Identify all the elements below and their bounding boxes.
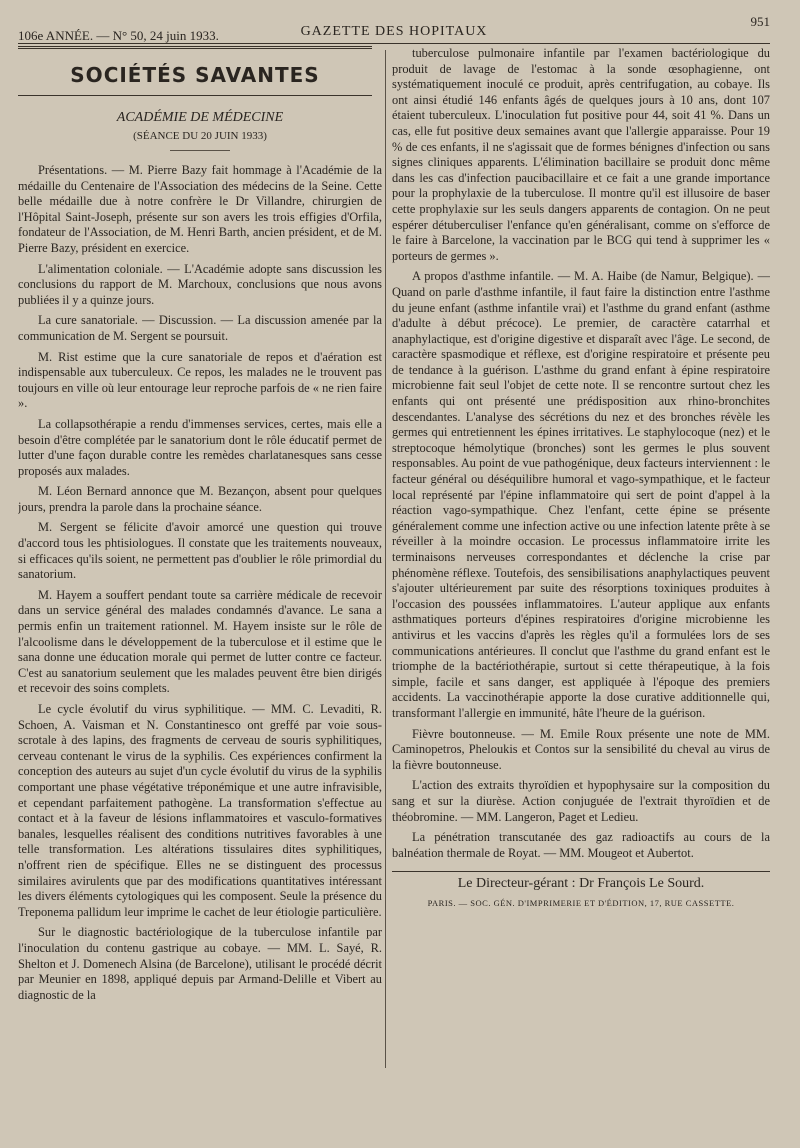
paragraph-tuberculose-cont: tuberculose pulmonaire infantile par l'examen bactériologique du produit de lavage de l'estomac à la sonde œsophagienne, ont systématiquement inoculé ce produit, après centrifugation, au cobaye. Ils ont ainsi étudié 146 enfants âgés de quelques jours à 10 ans, dont 107 étaient tuberculeux. L'inoculation fut positive pour 44, soit 41 %. Dans un cas, elle fut positive deux semaines avant que l'allergie apparaisse. Pour 19 % de ces enfants, il ne s'agissait que de formes bénignes d'infection ou sans signes cliniques apparents. L'élimination bacillaire se produit donc même dans les cas d'infection paucibacillaire et ce fait a une grande importance pour la prophylaxie de la tuberculose. Il montre qu'il est illusoire de baser cette prophylaxie sur les seuls dangers apparents de contagion. On ne peut espérer détuberculiser l'enfance qu'en généralisant, comme on s'efforce de le faire à Barcelone, la vaccination par le BCG qui tend à supprimer les « porteurs de germes ». (392, 46, 770, 263)
page-number: 951 (750, 14, 770, 29)
paragraph-rist: M. Rist estime que la cure sanatoriale de repos et d'aération est indispensable aux tuberculeux. Ce repos, les malades ne le trouvent pas toujours en ville où leur entourage leur reproche parfois de « ne rien faire ». (18, 349, 382, 411)
footer-rule (392, 871, 770, 872)
issue-line: 106e ANNÉE. — N° 50, 24 juin 1933. (18, 28, 219, 43)
paragraph-sergent: M. Sergent se félicite d'avoir amorcé une question qui trouve d'accord tous les phtisiologues. Il constate que les traitements nouveaux, si efficaces qu'ils soient, ne permettent pas d'oublier le rôle primordial du sanatorium. (18, 520, 382, 582)
column-divider (385, 50, 386, 1068)
paragraph-collapso: La collapsothérapie a rendu d'immenses services, certes, mais elle a besoin d'être complétée par le sanatorium dont le rôle éducatif permet de lutter d'une façon durable contre les remèdes charlatanesques sans cesse proposés aux malades. (18, 416, 382, 478)
academy-heading: ACADÉMIE DE MÉDECINE (116, 110, 284, 125)
rule (170, 150, 230, 151)
seance-date: (SÉANCE DU 20 JUIN 1933) (133, 130, 267, 142)
paragraph-tuberculose: Sur le diagnostic bactériologique de la tuberculose infantile par l'inoculation du contenu gastrique au cobaye. — MM. L. Sayé, R. Shelton et J. Domenech Alsina (de Barcelone), utilisant le procédé décrit par Meunier en 1898, appliqué depuis par Armand-Delille et Vibert au diagnostic de la (18, 925, 382, 1002)
section-title: SOCIÉTÉS SAVANTES (18, 46, 372, 96)
paragraph-fievre: Fièvre boutonneuse. — M. Emile Roux présente une note de MM. Caminopetros, Pheloukis et Contos sur la sensibilité du cheval au virus de la fièvre boutonneuse. (392, 726, 770, 772)
paragraph-presentations: Présentations. — M. Pierre Bazy fait hommage à l'Académie de la médaille du Centenaire de l'Association des médecins de la Seine. Cette belle médaille due à notre confrère le Dr Villandre, chirurgien de l'Hôpital Saint-Joseph, présente sur son avers les trois effigies d'Orfila, fondateur de l'Association, de M. Henri Barth, ancien président, et de M. Pierre Bazy, président en exercice. (18, 163, 382, 255)
directeur-gerant: Le Directeur-gérant : Dr François Le Sourd. (457, 876, 705, 892)
columns (18, 46, 770, 1148)
left-column (18, 46, 382, 1148)
imprimerie-line: PARIS. — SOC. GÉN. D'IMPRIMERIE ET D'ÉDITION, 17, RUE CASSETTE. (427, 898, 735, 909)
paragraph-bernard: M. Léon Bernard annonce que M. Bezançon, absent pour quelques jours, prendra la parole dans la prochaine séance. (18, 484, 382, 514)
paragraph-cure: La cure sanatoriale. — Discussion. — La discussion amenée par la communication de M. Sergent se poursuit. (18, 313, 382, 343)
paragraph-asthme: A propos d'asthme infantile. — M. A. Haibe (de Namur, Belgique). — Quand on parle d'asthme infantile, il faut faire la distinction entre l'asthme du jeune enfant (asthme infantile vrai) et l'asthme du grand enfant (asthme d'adulte à début précoce). Le premier, de caractère catarrhal et anaphylactique, est d'origine digestive et disparaît avec l'âge. Le second, de caractère spasmodique et réflexe, est d'origine respiratoire et présente peu de tendance à la guérison. L'asthme du grand enfant à épine respiratoire microbienne fait seul l'objet de cette note. Il se rencontre surtout chez les enfants qui ont présenté une prédisposition aux rhino-bronchites descendantes. L'analyse des sécrétions du nez et des bronches révèle les germes qui entretiennent les épines irritatives. Le staphylocoque (nez) et le streptocoque hémolytique (bronches) sont les germes le plus souvent responsables. Au point de vue pathogénique, deux facteurs interviennent : le facteur général ou déséquilibre humoral et vago-sympathique, et le facteur local représenté par l'épine inflammatoire qui sert de point d'appel à la réaction vago-sympathique. Chez l'enfant, cette épine se présente généralement comme une infection active ou une infection latente prête à se réveiller à la moindre occasion. Le processus inflammatoire irrite les terminaisons nerveuses correspondantes et déclenche la crise par phénomène réflexe. Toutefois, des sensibilisations anaphylactiques peuvent s'ajouter ultérieurement par suite des résorptions toxiniques produites à l'occasion des poussées inflammatoires. L'auteur applique aux enfants asthmatiques porteurs d'épines respiratoires d'origine microbienne les antivirus et les vaccins d'après les règles qu'il a formulées lors de ses communications antérieures. Il conclut que l'asthme du grand enfant est le triomphe de la bactériothérapie, surtout si cette thérapeutique, à la fois simple, facile et sans danger, est appliquée à l'époque des premiers accidents. La vaccinothérapie apporte la dose curative additionnelle qui, transformant l'allergie en immunité, hâte l'heure de la guérison. (392, 269, 770, 720)
paragraph-alimentation: L'alimentation coloniale. — L'Académie adopte sans discussion les conclusions du rapport de M. Marchoux, conclusions que nous avons publiées il y a quinze jours. (18, 261, 382, 307)
page-header (18, 10, 770, 44)
paragraph-thyroide: L'action des extraits thyroïdien et hypophysaire sur la composition du sang et sur la diurèse. Action conjuguée de l'extrait thyroïdien et de théobromine. — MM. Langeron, Paget et Ledieu. (392, 778, 770, 824)
journal-title: GAZETTE DES HOPITAUX (300, 24, 488, 39)
paragraph-syphilis: Le cycle évolutif du virus syphilitique. — MM. C. Levaditi, R. Schoen, A. Vaisman et N. Constantinesco ont greffé par voie sous-scrotale à des lapins, des fragments de cerveau de souris syphilitiques, cerveau contenant le virus de la syphilis. Ces expériences confirment la conception des auteurs au sujet d'un cycle évolutif du virus de la syphilis comportant une phase végétative tréponémique et une autre infravisible, et cependant parfaitement pathogène. La transformation s'effectue au contact et à la faveur de lésions inflammatoires et vasculo-formatives banales, lesquelles réalisent des conditions nutritives favorables à une telle transformation. Les altérations tissulaires dites syphilitiques, n'offrent rien de spécifique. Elles ne se distinguent des processus similaires avirulents que par des modifications quantitatives intéressant les divers éléments cytologiques qui les composent. Seule la présence du Treponema pallidum leur imprime le cachet de leur étiologie particulière. (18, 702, 382, 919)
right-column (392, 46, 770, 1148)
paragraph-hayem: M. Hayem a souffert pendant toute sa carrière médicale de recevoir dans un service général des malades condamnés d'avance. Le sana a permis enfin un traitement rationnel. M. Hayem insiste sur le rôle de l'alcoolisme dans le développement de la tuberculose et il estime que le sana donne une éducation morale qui permet de lutter contre ce facteur. C'est au sanatorium seulement que les malades peuvent être bien dirigés et recevoir des soins complets. (18, 587, 382, 696)
paragraph-royat: La pénétration transcutanée des gaz radioactifs au cours de la balnéation thermale de Royat. — MM. Mougeot et Aubertot. (392, 830, 770, 860)
